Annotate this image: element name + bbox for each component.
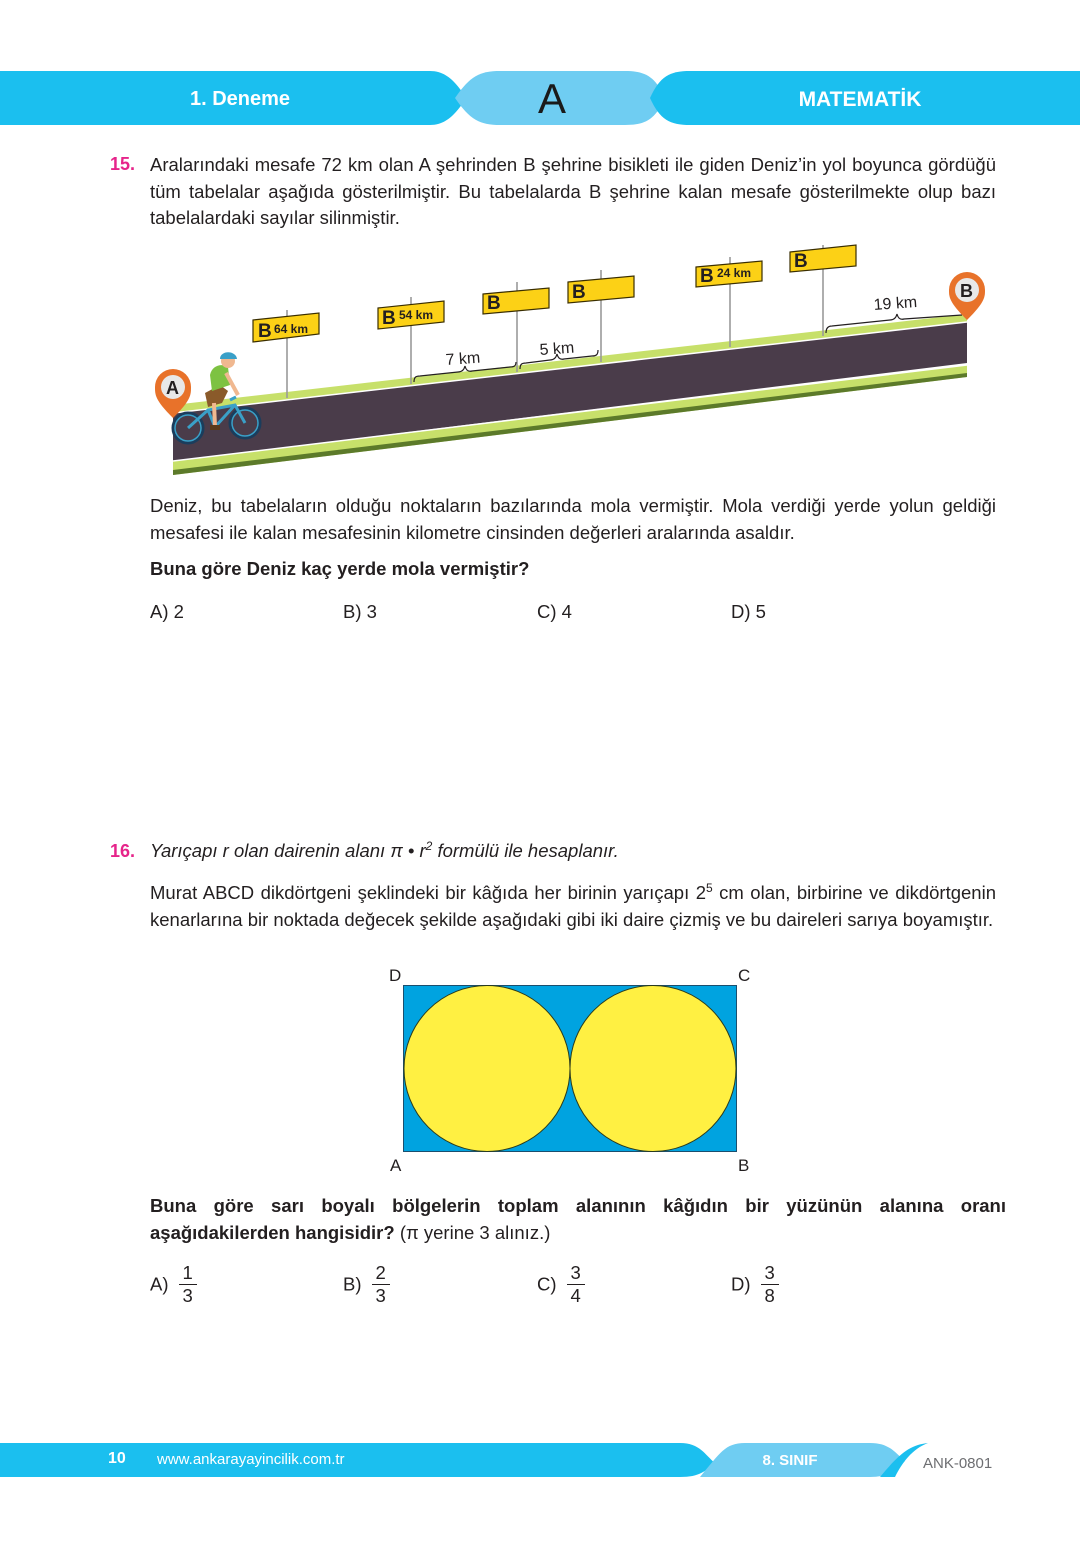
svg-text:B: B	[794, 251, 808, 272]
option-a[interactable]: A) 2	[150, 601, 184, 622]
corner-label-b: B	[738, 1156, 750, 1175]
question-16-text: Murat ABCD dikdörtgeni şeklindeki bir kâğıda her birinin yarıçapı $2^5$ cm olan, birbirine ve dikdörtgenin kenarlarına bir noktada değecek şekilde aşağıdaki gibi iki daire çizmiş ve bu daireleri sarıya boyamıştır.	[150, 881, 996, 930]
question-15-number: 15.	[110, 154, 136, 174]
question-16-prompt: Buna göre sarı boyalı bölgelerin toplam alanının kâğıdın bir yüzünün alanına oranı aşağıdakilerden hangisidir? (π yerine 3 alınız.)	[150, 1195, 1006, 1243]
svg-text:B: B	[258, 321, 272, 342]
question-15-prompt: Buna göre Deniz kaç yerde mola vermiştir?	[150, 558, 530, 579]
area-formula: π • r	[390, 840, 426, 862]
fraction: $\frac{2}{3}$	[372, 1262, 390, 1307]
svg-text:B: B	[960, 281, 973, 301]
svg-text:B: B	[700, 266, 714, 287]
question-16-intro: Yarıçapı r olan dairenin alanı π • $r^2$ formülü ile hesaplanır.	[150, 839, 619, 862]
corner-label-d: D	[389, 966, 402, 985]
fraction: $\frac{1}{3}$	[179, 1262, 197, 1307]
option-c[interactable]: C) $\frac{3}{4}$	[537, 1262, 585, 1307]
corner-label-c: C	[738, 966, 751, 985]
subject-title: MATEMATİK	[798, 88, 922, 111]
grade-label: 8. SINIF	[762, 1452, 818, 1469]
booklet-letter: A	[537, 75, 566, 122]
option-d[interactable]: D) $\frac{3}{8}$	[731, 1262, 779, 1307]
fraction: $\frac{3}{8}$	[761, 1262, 779, 1307]
corner-label-a: A	[390, 1156, 402, 1175]
option-d[interactable]: D) 5	[731, 601, 766, 622]
question-15-text: Aralarındaki mesafe 72 km olan A şehrinden B şehrine bisikleti ile giden Deniz’in yol boyunca gördüğü tüm tabelalar aşağıda gösterilmiştir. Bu tabelalarda B şehrine kalan mesafe gösterilmekte olup bazı tabelalardaki sayılar silinmiştir.	[150, 154, 996, 228]
page-number: 10	[108, 1450, 126, 1467]
svg-text:54 km: 54 km	[399, 308, 434, 322]
svg-text:A: A	[166, 378, 179, 398]
svg-text:64 km: 64 km	[274, 322, 309, 336]
booklet-code: ANK-0801	[923, 1455, 993, 1472]
question-16-number: 16.	[110, 841, 136, 861]
rectangle-circles-figure	[403, 985, 737, 1152]
svg-text:B: B	[572, 282, 586, 303]
option-c[interactable]: C) 4	[537, 601, 572, 622]
publisher-url[interactable]: www.ankarayayincilik.com.tr	[157, 1451, 345, 1468]
road-figure	[150, 235, 1010, 485]
option-b[interactable]: B) 3	[343, 601, 377, 622]
svg-text:B: B	[382, 308, 396, 329]
question-15-condition: Deniz, bu tabelaların olduğu noktaların bazılarında mola vermiştir. Mola verdiği yerde yolun geldiği mesafesi ile kalan mesafesinin kilometre cinsinden değerleri aralarında asaldır.	[150, 495, 996, 543]
svg-text:24 km: 24 km	[717, 266, 752, 280]
option-a[interactable]: A) $\frac{1}{3}$	[150, 1262, 197, 1307]
svg-text:19 km: 19 km	[873, 293, 918, 314]
fraction: $\frac{3}{4}$	[567, 1262, 585, 1307]
svg-text:B: B	[487, 293, 501, 314]
svg-text:7 km: 7 km	[445, 349, 481, 369]
svg-text:5 km: 5 km	[539, 339, 575, 359]
test-name: 1. Deneme	[189, 88, 291, 110]
option-b[interactable]: B) $\frac{2}{3}$	[343, 1262, 390, 1307]
